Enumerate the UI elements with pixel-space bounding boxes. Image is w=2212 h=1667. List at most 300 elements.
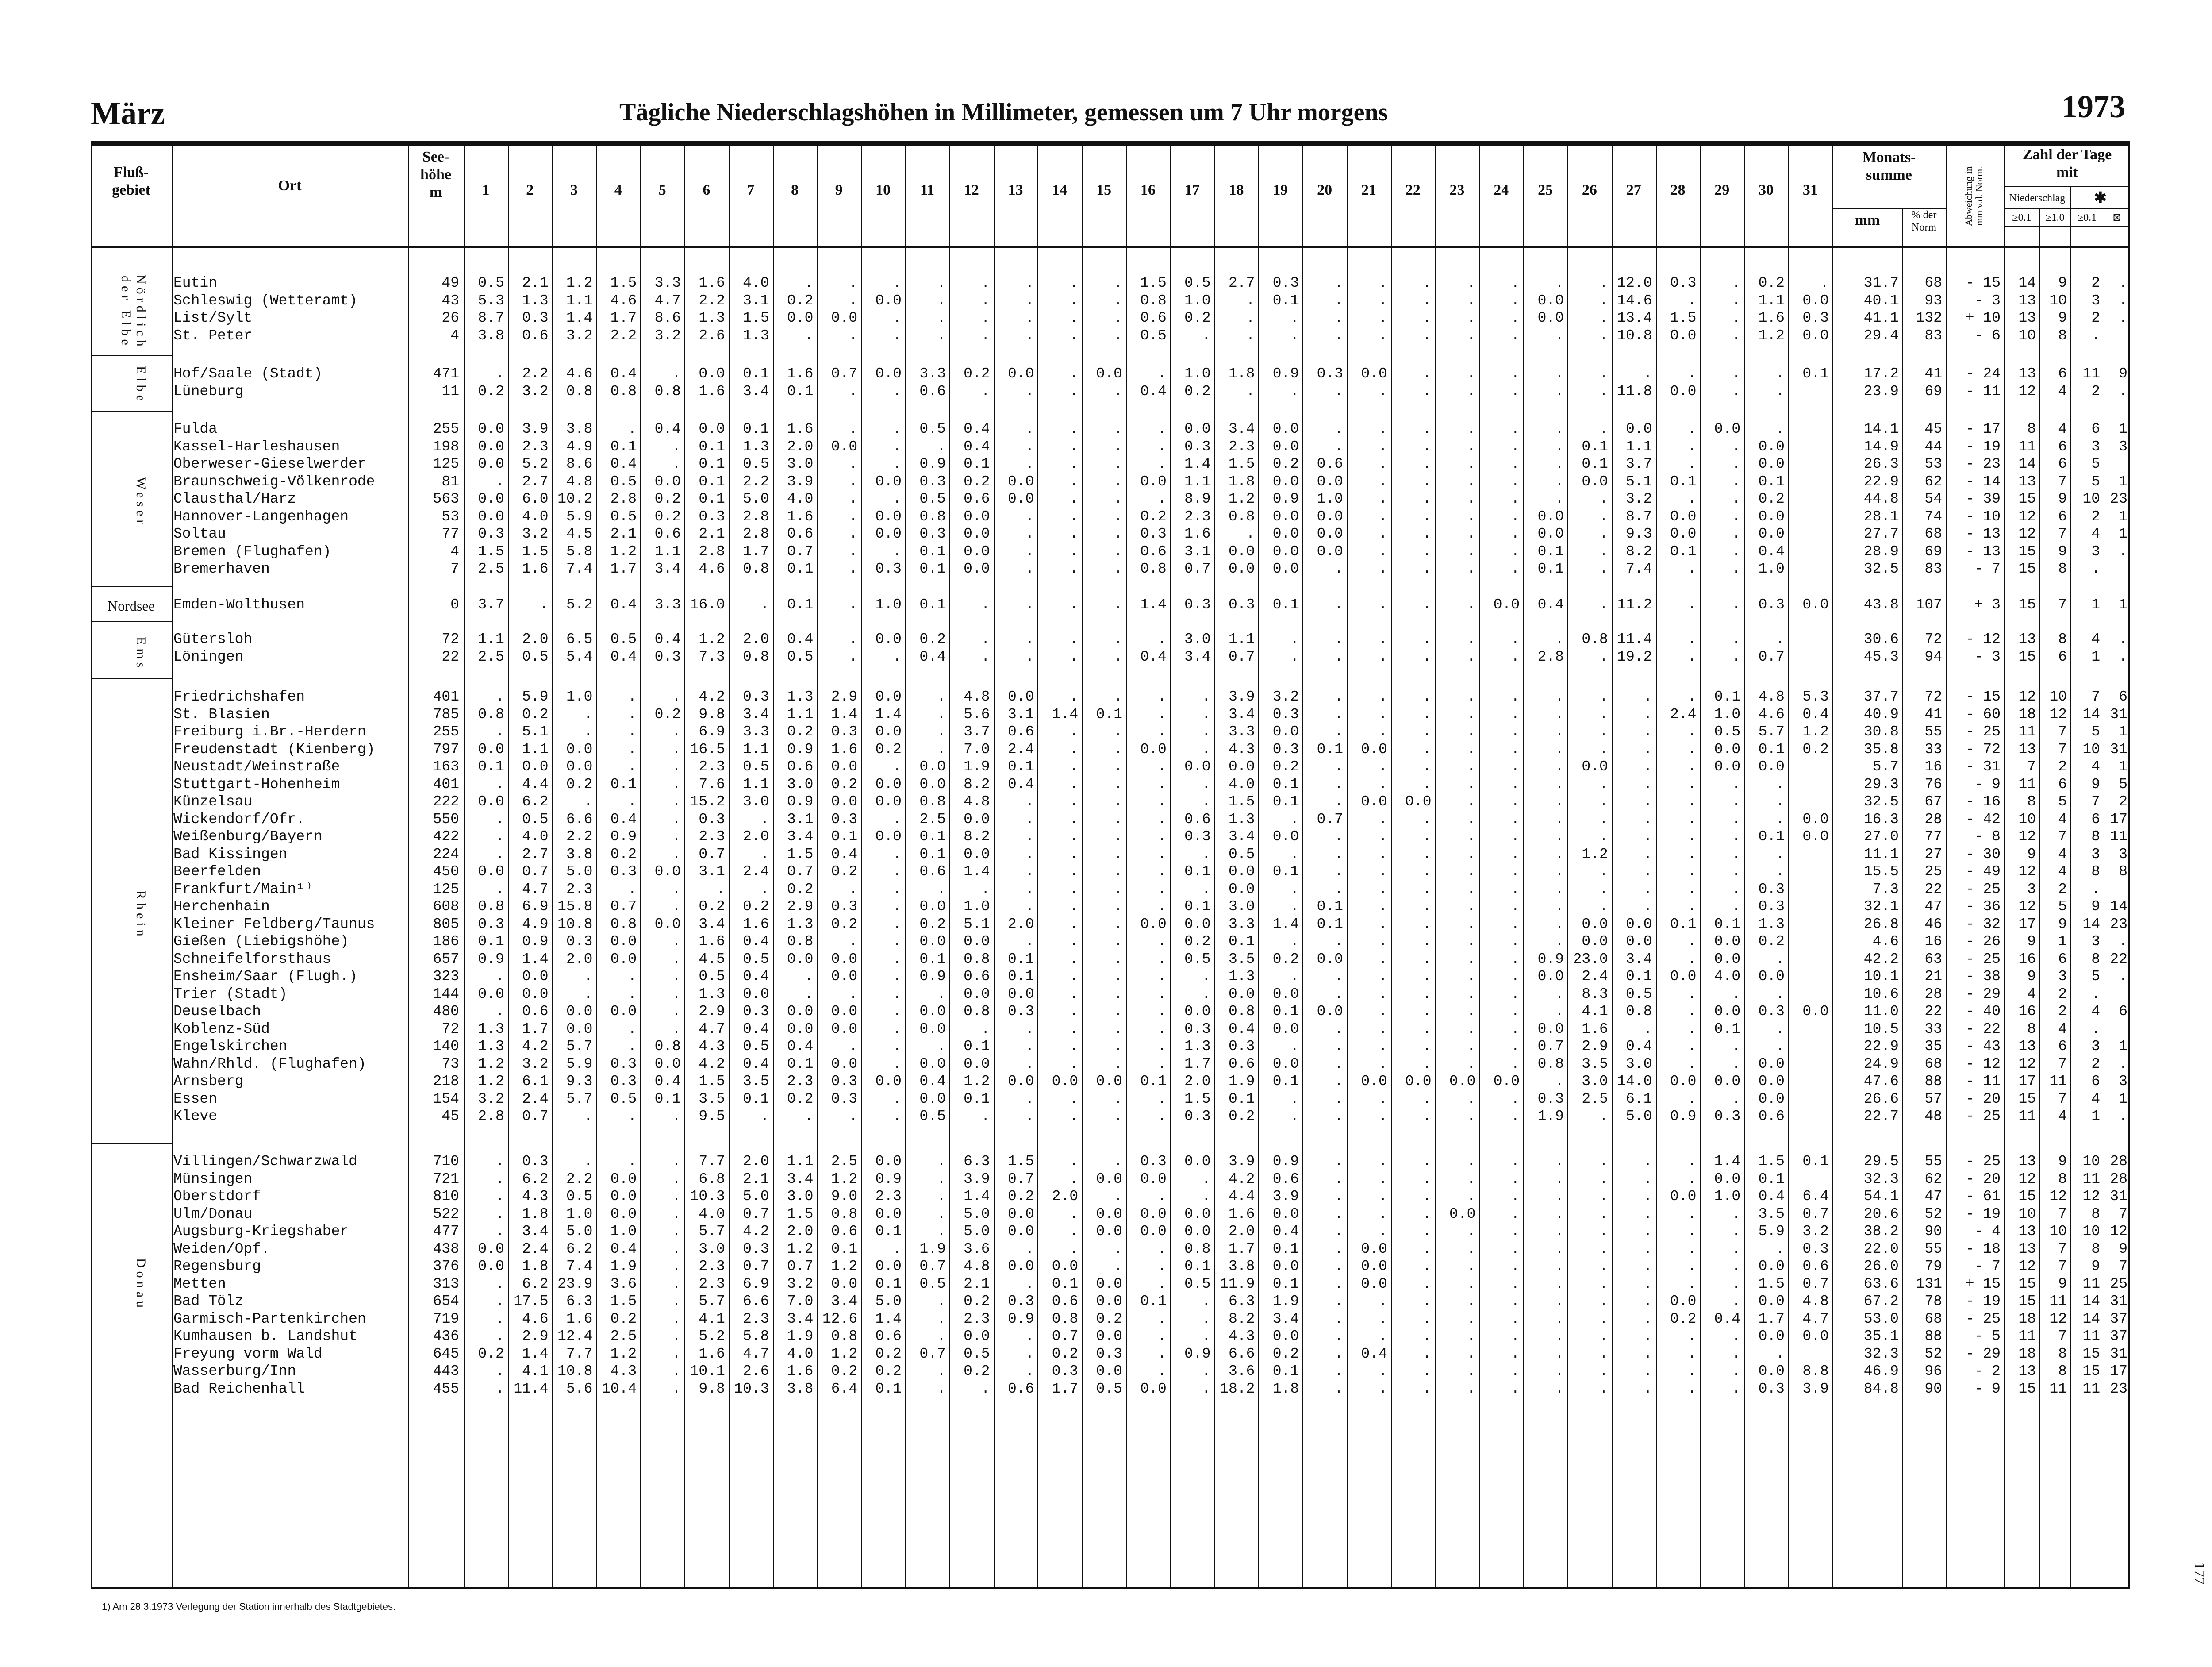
- day-value: .: [584, 793, 593, 810]
- day-value: .: [1114, 951, 1122, 967]
- day-value: .: [495, 1311, 504, 1327]
- tage-ge01: 12: [2018, 689, 2036, 705]
- day-value: 0.3: [654, 649, 681, 665]
- day-value: .: [1069, 811, 1079, 828]
- day-value: 1.0: [1714, 706, 1741, 723]
- day-value: 0.0: [1670, 1073, 1697, 1090]
- header-day-21: 21: [1361, 182, 1376, 198]
- monatssumme-mm: 22.0: [1863, 1241, 1899, 1257]
- day-value: 0.2: [1272, 951, 1299, 967]
- day-value: .: [1511, 1021, 1520, 1037]
- day-value: 0.8: [743, 561, 769, 577]
- day-value: .: [1422, 1241, 1432, 1257]
- day-value: .: [1467, 1038, 1476, 1055]
- day-value: .: [1511, 1293, 1520, 1309]
- day-value: 1.6: [699, 275, 725, 291]
- day-value: .: [1334, 1056, 1343, 1072]
- tage-ge01: 4: [2027, 986, 2036, 1002]
- day-value: 0.1: [875, 1381, 902, 1397]
- day-value: .: [1687, 1153, 1697, 1170]
- day-value: .: [981, 597, 990, 613]
- station-hoehe: 4: [450, 327, 459, 344]
- day-value: .: [1157, 689, 1167, 705]
- station-name: Augsburg-Kriegshaber: [173, 1223, 349, 1240]
- day-value: .: [1511, 898, 1520, 915]
- day-value: 0.1: [1758, 1171, 1785, 1187]
- day-value: 2.0: [743, 631, 769, 647]
- day-value: .: [1025, 561, 1034, 577]
- header-day-11: 11: [920, 182, 934, 198]
- day-value: 3.2: [522, 1056, 549, 1072]
- day-value: .: [1511, 724, 1520, 740]
- day-value: .: [1378, 293, 1387, 309]
- tage-snow: 15: [2082, 1346, 2100, 1362]
- day-value: .: [1422, 881, 1432, 897]
- day-value: 5.0: [743, 1188, 769, 1205]
- day-value: 0.0: [1272, 828, 1299, 845]
- day-value: .: [760, 881, 769, 897]
- day-value: 4.0: [699, 1206, 725, 1222]
- day-value: 0.0: [1096, 1073, 1122, 1090]
- day-value: .: [1114, 1153, 1122, 1170]
- station-hoehe: 608: [433, 898, 459, 915]
- day-value: .: [1467, 293, 1476, 309]
- day-value: 0.1: [1758, 474, 1785, 490]
- day-value: .: [1467, 439, 1476, 455]
- day-value: 1.4: [1052, 706, 1079, 723]
- day-value: 0.2: [1272, 1346, 1299, 1362]
- station-hoehe: 7: [450, 561, 459, 577]
- day-value: 0.0: [1096, 1206, 1122, 1222]
- day-value: 0.0: [1758, 758, 1785, 775]
- station-hoehe: 49: [442, 275, 459, 291]
- day-value: 1.1: [787, 1153, 814, 1170]
- day-value: 0.4: [1537, 597, 1564, 613]
- day-value: 3.4: [787, 1311, 814, 1327]
- day-value: .: [1732, 383, 1741, 400]
- day-value: .: [1555, 1363, 1564, 1379]
- day-value: 0.0: [610, 1206, 637, 1222]
- station-name: Weiden/Opf.: [173, 1241, 270, 1257]
- day-value: .: [1422, 758, 1432, 775]
- station-hoehe: 710: [433, 1153, 459, 1170]
- day-value: .: [1732, 811, 1741, 828]
- day-value: 3.4: [787, 1171, 814, 1187]
- day-value: .: [628, 1108, 637, 1124]
- header-day-1: 1: [482, 182, 490, 198]
- day-value: 0.0: [1317, 951, 1343, 967]
- day-value: .: [672, 881, 681, 897]
- station-hoehe: 401: [433, 689, 459, 705]
- day-value: .: [1467, 863, 1476, 880]
- day-value: .: [672, 689, 681, 705]
- day-value: .: [1422, 1346, 1432, 1362]
- day-value: .: [1114, 881, 1122, 897]
- day-value: .: [1114, 863, 1122, 880]
- day-value: 1.1: [743, 741, 769, 758]
- day-value: .: [1378, 933, 1387, 950]
- day-value: 0.3: [566, 933, 593, 950]
- day-value: .: [849, 275, 858, 291]
- day-value: 0.9: [478, 951, 504, 967]
- day-value: 0.8: [1184, 1241, 1211, 1257]
- day-value: 7.4: [566, 561, 593, 577]
- header-day-19: 19: [1273, 182, 1288, 198]
- station-name: Bremerhaven: [173, 561, 270, 577]
- day-value: 0.0: [1096, 1363, 1122, 1379]
- day-value: 1.7: [610, 310, 637, 326]
- day-value: .: [584, 1108, 593, 1124]
- tage-ge01: 11: [2018, 724, 2036, 740]
- tage-ge01: 13: [2018, 741, 2036, 758]
- day-value: 1.9: [1537, 1108, 1564, 1124]
- day-value: 15.2: [690, 793, 725, 810]
- day-value: 0.4: [1007, 776, 1034, 793]
- pct-norm: 77: [1924, 828, 1942, 845]
- day-value: .: [1687, 1206, 1697, 1222]
- tage-snow: 3: [2091, 543, 2100, 560]
- day-value: 0.0: [875, 793, 902, 810]
- day-value: 3.8: [787, 1381, 814, 1397]
- day-value: 10.8: [557, 1363, 593, 1379]
- day-value: 0.6: [919, 863, 946, 880]
- day-value: .: [1334, 293, 1343, 309]
- day-value: 4.2: [743, 1223, 769, 1240]
- day-value: .: [849, 508, 858, 525]
- day-value: .: [1157, 1258, 1167, 1274]
- tage-ge10: 9: [2058, 275, 2067, 291]
- day-value: .: [1467, 1311, 1476, 1327]
- day-value: 5.2: [566, 597, 593, 613]
- day-value: .: [1776, 1021, 1785, 1037]
- day-value: 1.9: [1228, 1073, 1255, 1090]
- abweichung: - 60: [1965, 706, 2001, 723]
- day-value: .: [893, 758, 902, 775]
- day-value: .: [893, 1003, 902, 1020]
- day-value: .: [1114, 649, 1122, 665]
- pct-norm: 132: [1916, 310, 1942, 326]
- day-value: 3.2: [522, 526, 549, 542]
- day-value: .: [1378, 383, 1387, 400]
- day-value: .: [1732, 1328, 1741, 1344]
- day-value: .: [1511, 986, 1520, 1002]
- station-name: Braunschweig-Völkenrode: [173, 474, 375, 490]
- day-value: 0.6: [1140, 310, 1167, 326]
- day-value: 0.5: [1184, 275, 1211, 291]
- station-name: Gütersloh: [173, 631, 253, 647]
- day-value: .: [1599, 1223, 1608, 1240]
- day-value: 0.0: [1449, 1206, 1476, 1222]
- day-value: 1.2: [831, 1346, 858, 1362]
- day-value: 0.1: [699, 491, 725, 507]
- day-value: 0.8: [610, 383, 637, 400]
- day-value: .: [1422, 275, 1432, 291]
- day-value: .: [1687, 1328, 1697, 1344]
- header-zahl-der-tage: Zahl der Tage mit: [2022, 146, 2112, 181]
- tage-snow: 3: [2091, 439, 2100, 455]
- station-name: Frankfurt/Main¹⁾: [173, 881, 314, 897]
- day-value: 2.5: [831, 1153, 858, 1170]
- day-value: .: [893, 327, 902, 344]
- day-value: 0.0: [1272, 421, 1299, 437]
- day-value: 0.3: [1537, 1091, 1564, 1107]
- day-value: .: [1687, 863, 1697, 880]
- day-value: 0.6: [1184, 811, 1211, 828]
- tage-ge10: 11: [2049, 1381, 2067, 1397]
- day-value: .: [1599, 293, 1608, 309]
- day-value: .: [1334, 561, 1343, 577]
- day-value: 0.4: [743, 1021, 769, 1037]
- day-value: 0.1: [1758, 828, 1785, 845]
- monatssumme-mm: 10.1: [1863, 968, 1899, 985]
- day-value: .: [1467, 706, 1476, 723]
- day-value: .: [1422, 474, 1432, 490]
- day-value: 0.1: [1096, 706, 1122, 723]
- day-value: 1.3: [522, 293, 549, 309]
- tage-snow: 1: [2091, 649, 2100, 665]
- day-value: .: [495, 1171, 504, 1187]
- day-value: 0.1: [831, 828, 858, 845]
- day-value: 1.7: [610, 561, 637, 577]
- tage-storm: 7: [2119, 1206, 2128, 1222]
- tage-ge01: 11: [2018, 439, 2036, 455]
- day-value: 5.0: [1626, 1108, 1652, 1124]
- day-value: .: [1069, 724, 1079, 740]
- day-value: .: [1202, 689, 1211, 705]
- day-value: 0.5: [699, 968, 725, 985]
- day-value: .: [1202, 741, 1211, 758]
- day-value: 0.0: [1537, 968, 1564, 985]
- day-value: .: [1422, 724, 1432, 740]
- day-value: 6.5: [566, 631, 593, 647]
- day-value: .: [495, 1206, 504, 1222]
- day-value: 7.4: [1626, 561, 1652, 577]
- day-value: 4.0: [522, 508, 549, 525]
- tage-ge10: 7: [2058, 741, 2067, 758]
- monatssumme-mm: 29.5: [1863, 1153, 1899, 1170]
- monatssumme-mm: 42.2: [1863, 951, 1899, 967]
- day-value: .: [495, 1003, 504, 1020]
- station-name: Weißenburg/Bayern: [173, 828, 323, 845]
- day-value: .: [1378, 758, 1387, 775]
- day-value: 0.9: [610, 828, 637, 845]
- pct-norm: 68: [1924, 526, 1942, 542]
- day-value: .: [1511, 383, 1520, 400]
- day-value: 0.9: [1670, 1108, 1697, 1124]
- pct-norm: 45: [1924, 421, 1942, 437]
- abweichung: - 20: [1965, 1171, 2001, 1187]
- day-value: .: [672, 1328, 681, 1344]
- tage-storm: 6: [2119, 1003, 2128, 1020]
- day-value: .: [1511, 1188, 1520, 1205]
- day-value: .: [1334, 1188, 1343, 1205]
- pct-norm: 67: [1924, 793, 1942, 810]
- day-value: 0.0: [1184, 916, 1211, 932]
- day-value: 3.0: [1582, 1073, 1608, 1090]
- tage-ge10: 11: [2049, 1073, 2067, 1090]
- day-value: 0.0: [654, 863, 681, 880]
- day-value: 0.0: [478, 741, 504, 758]
- day-value: 0.0: [1582, 933, 1608, 950]
- day-value: .: [1334, 1363, 1343, 1379]
- day-value: .: [893, 383, 902, 400]
- day-value: 3.3: [654, 275, 681, 291]
- day-value: .: [1202, 1328, 1211, 1344]
- day-value: 0.1: [1670, 474, 1697, 490]
- day-value: 0.0: [1272, 1328, 1299, 1344]
- day-value: 1.9: [787, 1328, 814, 1344]
- pct-norm: 54: [1924, 491, 1942, 507]
- day-value: 0.6: [1228, 1056, 1255, 1072]
- monatssumme-mm: 32.5: [1863, 561, 1899, 577]
- day-value: .: [1555, 916, 1564, 932]
- day-value: 1.7: [522, 1021, 549, 1037]
- station-name: Bremen (Flughafen): [173, 543, 331, 560]
- day-value: 0.4: [1758, 543, 1785, 560]
- tage-ge01: 12: [2018, 1258, 2036, 1274]
- day-value: 0.3: [478, 916, 504, 932]
- day-value: 0.8: [919, 508, 946, 525]
- day-value: 0.5: [610, 1091, 637, 1107]
- day-value: .: [1555, 631, 1564, 647]
- day-value: .: [1599, 508, 1608, 525]
- day-value: .: [1467, 649, 1476, 665]
- pct-norm: 21: [1924, 968, 1942, 985]
- pct-norm: 76: [1924, 776, 1942, 793]
- day-value: 3.9: [964, 1171, 990, 1187]
- tage-ge01: 10: [2018, 811, 2036, 828]
- day-value: 0.3: [831, 898, 858, 915]
- day-value: 0.0: [478, 1258, 504, 1274]
- day-value: 3.7: [1626, 456, 1652, 472]
- day-value: .: [1378, 1223, 1387, 1240]
- day-value: .: [1114, 724, 1122, 740]
- day-value: 1.6: [699, 1346, 725, 1362]
- pct-norm: 62: [1924, 474, 1942, 490]
- day-value: .: [1378, 543, 1387, 560]
- day-value: .: [1378, 561, 1387, 577]
- abweichung: - 25: [1965, 1108, 2001, 1124]
- day-value: 0.8: [654, 1038, 681, 1055]
- day-value: 0.4: [964, 421, 990, 437]
- day-value: 0.2: [743, 898, 769, 915]
- day-value: 0.3: [1096, 1346, 1122, 1362]
- day-value: 0.0: [654, 1056, 681, 1072]
- day-value: .: [1334, 1346, 1343, 1362]
- day-value: 3.2: [787, 1276, 814, 1292]
- monatssumme-mm: 26.6: [1863, 1091, 1899, 1107]
- day-value: .: [628, 881, 637, 897]
- day-value: .: [1378, 881, 1387, 897]
- day-value: 0.5: [610, 474, 637, 490]
- tage-storm: 37: [2110, 1311, 2128, 1327]
- day-value: 3.0: [743, 793, 769, 810]
- day-value: 0.7: [1052, 1328, 1079, 1344]
- day-value: .: [1820, 275, 1829, 291]
- tage-storm: .: [2119, 293, 2128, 309]
- day-value: 1.3: [787, 689, 814, 705]
- abweichung: + 10: [1965, 310, 2001, 326]
- day-value: .: [1511, 474, 1520, 490]
- day-value: 1.8: [1228, 474, 1255, 490]
- pct-norm: 55: [1924, 1241, 1942, 1257]
- station-name: Ensheim/Saar (Flugh.): [173, 968, 357, 985]
- pct-norm: 28: [1924, 986, 1942, 1002]
- tage-snow: 11: [2082, 1381, 2100, 1397]
- day-value: .: [1467, 456, 1476, 472]
- day-value: .: [1555, 898, 1564, 915]
- day-value: .: [1511, 1311, 1520, 1327]
- day-value: 0.0: [1537, 293, 1564, 309]
- day-value: 0.0: [875, 724, 902, 740]
- day-value: .: [1555, 1311, 1564, 1327]
- day-value: 4.6: [699, 561, 725, 577]
- header-day-28: 28: [1670, 182, 1686, 198]
- day-value: .: [672, 951, 681, 967]
- day-value: .: [1069, 1241, 1079, 1257]
- day-value: 0.0: [1184, 758, 1211, 775]
- day-value: 5.1: [964, 916, 990, 932]
- day-value: 0.9: [1537, 951, 1564, 967]
- day-value: 0.2: [699, 898, 725, 915]
- tage-snow: 2: [2091, 275, 2100, 291]
- tage-ge10: 10: [2049, 1223, 2067, 1240]
- day-value: .: [1114, 1258, 1122, 1274]
- day-value: .: [1732, 1381, 1741, 1397]
- day-value: 2.2: [743, 474, 769, 490]
- day-value: .: [1422, 421, 1432, 437]
- day-value: 1.6: [699, 383, 725, 400]
- day-value: 4.5: [699, 951, 725, 967]
- monatssumme-mm: 28.1: [1863, 508, 1899, 525]
- monatssumme-mm: 32.1: [1863, 898, 1899, 915]
- tage-storm: 2: [2119, 793, 2128, 810]
- day-value: .: [1069, 776, 1079, 793]
- tage-ge10: 9: [2058, 543, 2067, 560]
- day-value: .: [1599, 1346, 1608, 1362]
- day-value: 3.9: [1802, 1381, 1829, 1397]
- day-value: 0.0: [1317, 543, 1343, 560]
- day-value: 1.4: [1714, 1153, 1741, 1170]
- day-value: 0.7: [743, 1206, 769, 1222]
- day-value: 0.8: [1228, 1003, 1255, 1020]
- day-value: .: [1599, 689, 1608, 705]
- day-value: .: [1511, 543, 1520, 560]
- pct-norm: 47: [1924, 1188, 1942, 1205]
- day-value: .: [1025, 421, 1034, 437]
- day-value: 0.8: [1582, 631, 1608, 647]
- monatssumme-mm: 22.9: [1863, 474, 1899, 490]
- day-value: .: [1687, 491, 1697, 507]
- day-value: .: [1511, 1276, 1520, 1292]
- day-value: 3.1: [1184, 543, 1211, 560]
- tage-storm: 12: [2110, 1223, 2128, 1240]
- day-value: .: [1422, 508, 1432, 525]
- day-value: 0.0: [919, 758, 946, 775]
- day-value: .: [1732, 327, 1741, 344]
- day-value: 3.4: [654, 561, 681, 577]
- day-value: .: [1114, 986, 1122, 1002]
- day-value: .: [1643, 898, 1652, 915]
- day-value: 1.5: [1670, 310, 1697, 326]
- day-value: 1.2: [964, 1073, 990, 1090]
- day-value: .: [1732, 1056, 1741, 1072]
- pct-norm: 41: [1924, 706, 1942, 723]
- tage-ge01: 18: [2018, 1311, 2036, 1327]
- day-value: 1.5: [1228, 456, 1255, 472]
- day-value: 2.9: [787, 898, 814, 915]
- day-value: .: [1776, 1346, 1785, 1362]
